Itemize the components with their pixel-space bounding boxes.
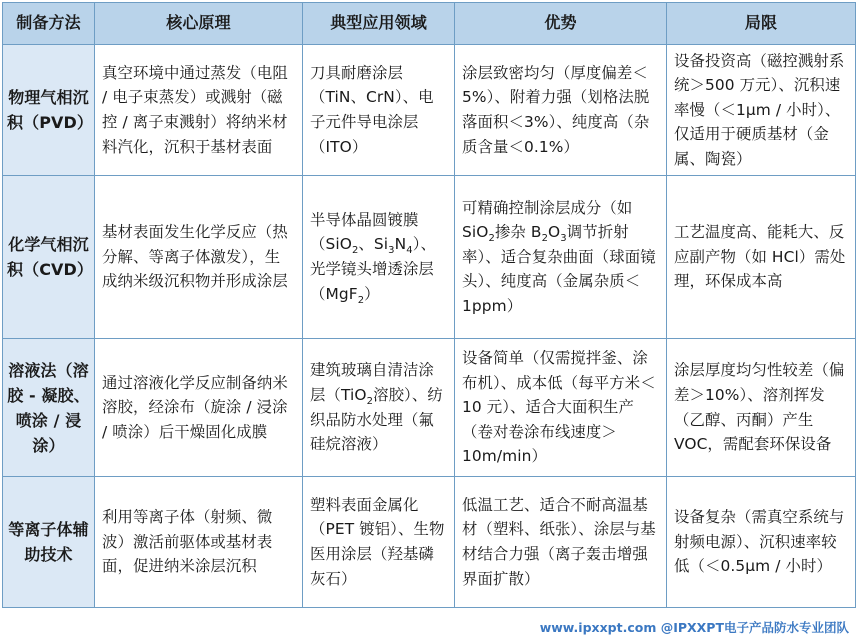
method-cell: 化学气相沉积（CVD） (3, 176, 95, 339)
limitations-cell: 涂层厚度均匀性较差（偏差＞10%）、溶剂挥发（乙醇、丙酮）产生 VOC，需配套环保设备 (667, 339, 856, 477)
principle-cell: 基材表面发生化学反应（热分解、等离子体激发），生成纳米级沉积物并形成涂层 (95, 176, 303, 339)
limitations-cell: 设备投资高（磁控溅射系统＞500 万元）、沉积速率慢（＜1μm / 小时）、仅适用于硬质基材（金属、陶瓷） (667, 45, 856, 176)
limitations-cell: 设备复杂（需真空系统与射频电源）、沉积速率较低（＜0.5μm / 小时） (667, 477, 856, 608)
header-limitations: 局限 (667, 3, 856, 45)
principle-cell: 利用等离子体（射频、微波）激活前驱体或基材表面，促进纳米涂层沉积 (95, 477, 303, 608)
applications-cell: 塑料表面金属化（PET 镀铝）、生物医用涂层（羟基磷灰石） (303, 477, 455, 608)
principle-cell: 真空环境中通过蒸发（电阻 / 电子束蒸发）或溅射（磁控 / 离子束溅射）将纳米材料汽化，沉积于基材表面 (95, 45, 303, 176)
header-principle: 核心原理 (95, 3, 303, 45)
footer-url[interactable]: www.ipxxpt.com (539, 620, 657, 635)
principle-cell: 通过溶液化学反应制备纳米溶胶，经涂布（旋涂 / 浸涂 / 喷涂）后干燥固化成膜 (95, 339, 303, 477)
table-row (3, 339, 856, 477)
table-header-row (3, 3, 856, 45)
advantages-cell: 低温工艺、适合不耐高温基材（塑料、纸张）、涂层与基材结合力强（离子轰击增强界面扩散） (455, 477, 667, 608)
watermark-footer (540, 618, 849, 636)
header-applications: 典型应用领域 (303, 3, 455, 45)
table-row (3, 477, 856, 608)
applications-cell: 半导体晶圆镀膜（SiO$_2$、$Si_3N_4$）、光学镜头增透涂层（MgF$_2$） (303, 176, 455, 339)
table-row (3, 176, 856, 339)
advantages-cell: 可精确控制涂层成分（如 SiO$_2$掺杂 $B_2O_3$调节折射率）、适合复杂曲面（球面镜头）、纯度高（金属杂质＜1ppm） (455, 176, 667, 339)
method-cell: 物理气相沉积（PVD） (3, 45, 95, 176)
method-cell: 等离子体辅助技术 (3, 477, 95, 608)
applications-cell: 刀具耐磨涂层（TiN、CrN）、电子元件导电涂层（ITO） (303, 45, 455, 176)
applications-cell: 建筑玻璃自清洁涂层（TiO$_2$溶胶）、纺织品防水处理（氟硅烷溶液） (303, 339, 455, 477)
limitations-cell: 工艺温度高、能耗大、反应副产物（如 HCl）需处理，环保成本高 (667, 176, 856, 339)
preparation-methods-table (2, 2, 856, 608)
advantages-cell: 设备简单（仅需搅拌釜、涂布机）、成本低（每平方米＜10 元）、适合大面积生产（卷对卷涂布线速度＞10m/min） (455, 339, 667, 477)
advantages-cell: 涂层致密均匀（厚度偏差＜5%）、附着力强（划格法脱落面积＜3%）、纯度高（杂质含量＜0.1%） (455, 45, 667, 176)
header-advantages: 优势 (455, 3, 667, 45)
table-row (3, 45, 856, 176)
footer-handle: @IPXXPT电子产品防水专业团队 (660, 620, 849, 635)
header-method: 制备方法 (3, 3, 95, 45)
method-cell: 溶液法（溶胶 - 凝胶、喷涂 / 浸涂） (3, 339, 95, 477)
